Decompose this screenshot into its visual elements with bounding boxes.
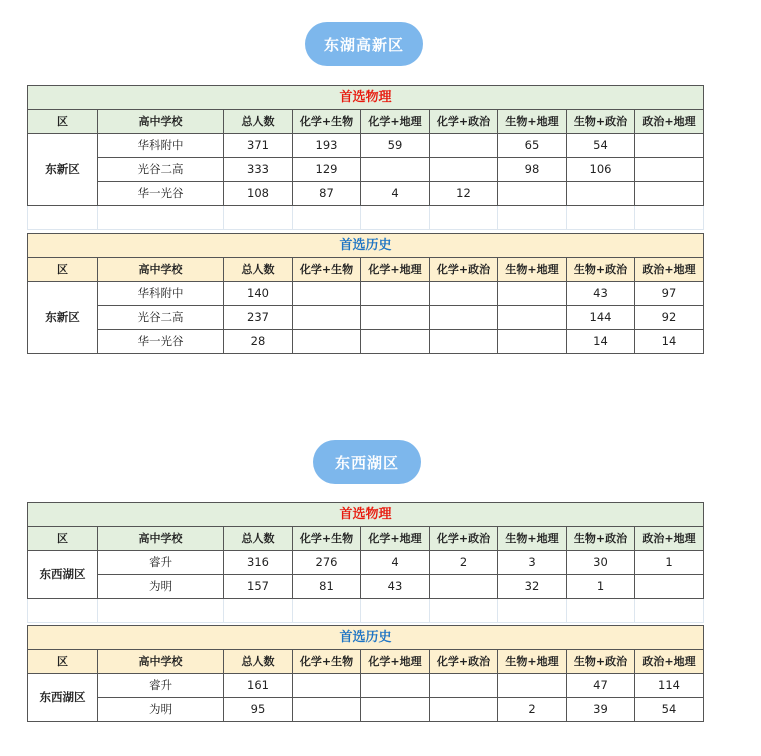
table-cell: 光谷二高 bbox=[98, 306, 224, 330]
table-cell: 4 bbox=[361, 182, 430, 206]
table-cell bbox=[430, 698, 498, 722]
header-cell: 生物+地理 bbox=[498, 527, 567, 551]
table-cell: 4 bbox=[361, 551, 430, 575]
table-cell: 14 bbox=[635, 330, 704, 354]
header-cell: 生物+政治 bbox=[567, 527, 635, 551]
table-cell: 92 bbox=[635, 306, 704, 330]
table-cell bbox=[430, 674, 498, 698]
header-cell: 化学+生物 bbox=[293, 258, 361, 282]
table-row bbox=[28, 158, 704, 182]
region-cell: 东新区 bbox=[28, 134, 98, 206]
table-cell: 371 bbox=[224, 134, 293, 158]
table-row bbox=[28, 674, 704, 698]
region-cell: 东新区 bbox=[28, 282, 98, 354]
table-cell bbox=[635, 158, 704, 182]
table-cell bbox=[635, 575, 704, 599]
table-cell: 114 bbox=[635, 674, 704, 698]
header-cell: 区 bbox=[28, 527, 98, 551]
table-cell: 2 bbox=[430, 551, 498, 575]
header-cell: 生物+地理 bbox=[498, 650, 567, 674]
table-cell: 睿升 bbox=[98, 674, 224, 698]
table-cell: 65 bbox=[498, 134, 567, 158]
table-cell bbox=[293, 306, 361, 330]
header-cell: 生物+政治 bbox=[567, 650, 635, 674]
table-cell: 81 bbox=[293, 575, 361, 599]
header-cell: 政治+地理 bbox=[635, 110, 704, 134]
header-cell: 高中学校 bbox=[98, 258, 224, 282]
header-cell: 高中学校 bbox=[98, 110, 224, 134]
table-cell bbox=[430, 575, 498, 599]
table-cell bbox=[361, 674, 430, 698]
table-cell: 87 bbox=[293, 182, 361, 206]
history-table-dongxihu bbox=[27, 625, 704, 722]
table-title: 首选物理 bbox=[28, 86, 704, 110]
header-cell: 化学+地理 bbox=[361, 258, 430, 282]
history-table-donghu bbox=[27, 233, 704, 354]
table-cell: 光谷二高 bbox=[98, 158, 224, 182]
table-cell bbox=[430, 330, 498, 354]
physics-table-donghu bbox=[27, 85, 704, 230]
table-cell: 193 bbox=[293, 134, 361, 158]
header-cell: 化学+生物 bbox=[293, 527, 361, 551]
header-cell: 化学+生物 bbox=[293, 650, 361, 674]
table-cell: 3 bbox=[498, 551, 567, 575]
table-row bbox=[28, 282, 704, 306]
header-cell: 化学+政治 bbox=[430, 258, 498, 282]
header-cell: 总人数 bbox=[224, 527, 293, 551]
table-cell: 54 bbox=[567, 134, 635, 158]
table-cell: 98 bbox=[498, 158, 567, 182]
table-cell: 97 bbox=[635, 282, 704, 306]
header-cell: 化学+政治 bbox=[430, 527, 498, 551]
table-cell: 54 bbox=[635, 698, 704, 722]
table-cell: 为明 bbox=[98, 698, 224, 722]
table-title: 首选历史 bbox=[28, 626, 704, 650]
table-cell: 333 bbox=[224, 158, 293, 182]
table-cell: 30 bbox=[567, 551, 635, 575]
table-cell: 108 bbox=[224, 182, 293, 206]
header-cell: 区 bbox=[28, 258, 98, 282]
table-cell: 12 bbox=[430, 182, 498, 206]
district-title-dongxihu: 东西湖区 bbox=[313, 440, 421, 484]
header-cell: 高中学校 bbox=[98, 527, 224, 551]
header-cell: 化学+生物 bbox=[293, 110, 361, 134]
header-cell: 政治+地理 bbox=[635, 650, 704, 674]
table-cell: 1 bbox=[567, 575, 635, 599]
table-row bbox=[28, 330, 704, 354]
table-row bbox=[28, 551, 704, 575]
table-cell: 129 bbox=[293, 158, 361, 182]
table-cell bbox=[361, 282, 430, 306]
table-cell bbox=[293, 330, 361, 354]
table-cell: 59 bbox=[361, 134, 430, 158]
table-cell: 43 bbox=[361, 575, 430, 599]
header-cell: 区 bbox=[28, 110, 98, 134]
table-cell bbox=[293, 698, 361, 722]
table-cell bbox=[430, 306, 498, 330]
table-cell bbox=[498, 282, 567, 306]
table-row bbox=[28, 575, 704, 599]
header-cell: 化学+政治 bbox=[430, 110, 498, 134]
header-cell: 化学+地理 bbox=[361, 650, 430, 674]
table-cell: 47 bbox=[567, 674, 635, 698]
table-cell: 睿升 bbox=[98, 551, 224, 575]
table-cell bbox=[361, 698, 430, 722]
table-cell: 106 bbox=[567, 158, 635, 182]
table-cell: 32 bbox=[498, 575, 567, 599]
table-cell: 华科附中 bbox=[98, 282, 224, 306]
table-cell bbox=[293, 282, 361, 306]
header-cell: 化学+政治 bbox=[430, 650, 498, 674]
table-cell: 144 bbox=[567, 306, 635, 330]
table-row bbox=[28, 134, 704, 158]
spacer-row bbox=[28, 599, 704, 623]
table-cell bbox=[498, 330, 567, 354]
table-cell bbox=[293, 674, 361, 698]
table-cell: 2 bbox=[498, 698, 567, 722]
header-cell: 生物+政治 bbox=[567, 110, 635, 134]
table-row bbox=[28, 306, 704, 330]
table-row bbox=[28, 698, 704, 722]
table-cell bbox=[635, 182, 704, 206]
header-cell: 化学+地理 bbox=[361, 527, 430, 551]
table-cell bbox=[567, 182, 635, 206]
physics-table-dongxihu bbox=[27, 502, 704, 623]
header-cell: 政治+地理 bbox=[635, 258, 704, 282]
table-cell bbox=[430, 282, 498, 306]
table-cell: 316 bbox=[224, 551, 293, 575]
header-cell: 生物+政治 bbox=[567, 258, 635, 282]
table-cell: 43 bbox=[567, 282, 635, 306]
header-cell: 总人数 bbox=[224, 110, 293, 134]
table-cell: 39 bbox=[567, 698, 635, 722]
header-cell: 区 bbox=[28, 650, 98, 674]
table-row bbox=[28, 182, 704, 206]
spacer-row bbox=[28, 206, 704, 230]
table-cell bbox=[430, 134, 498, 158]
table-cell: 28 bbox=[224, 330, 293, 354]
header-cell: 生物+地理 bbox=[498, 258, 567, 282]
table-cell: 95 bbox=[224, 698, 293, 722]
table-cell: 161 bbox=[224, 674, 293, 698]
table-cell bbox=[635, 134, 704, 158]
table-title: 首选历史 bbox=[28, 234, 704, 258]
table-cell bbox=[498, 674, 567, 698]
header-cell: 总人数 bbox=[224, 258, 293, 282]
table-cell: 237 bbox=[224, 306, 293, 330]
table-cell: 276 bbox=[293, 551, 361, 575]
table-cell: 140 bbox=[224, 282, 293, 306]
table-cell: 华一光谷 bbox=[98, 182, 224, 206]
region-cell: 东西湖区 bbox=[28, 674, 98, 722]
table-cell bbox=[361, 158, 430, 182]
table-cell: 华一光谷 bbox=[98, 330, 224, 354]
header-cell: 生物+地理 bbox=[498, 110, 567, 134]
table-cell: 华科附中 bbox=[98, 134, 224, 158]
table-cell: 14 bbox=[567, 330, 635, 354]
table-cell bbox=[498, 306, 567, 330]
table-title: 首选物理 bbox=[28, 503, 704, 527]
header-cell: 化学+地理 bbox=[361, 110, 430, 134]
region-cell: 东西湖区 bbox=[28, 551, 98, 599]
header-cell: 总人数 bbox=[224, 650, 293, 674]
table-cell bbox=[361, 330, 430, 354]
table-cell: 1 bbox=[635, 551, 704, 575]
header-cell: 政治+地理 bbox=[635, 527, 704, 551]
table-cell bbox=[361, 306, 430, 330]
district-title-donghu: 东湖高新区 bbox=[305, 22, 423, 66]
header-cell: 高中学校 bbox=[98, 650, 224, 674]
table-cell bbox=[498, 182, 567, 206]
table-cell: 为明 bbox=[98, 575, 224, 599]
table-cell bbox=[430, 158, 498, 182]
table-cell: 157 bbox=[224, 575, 293, 599]
